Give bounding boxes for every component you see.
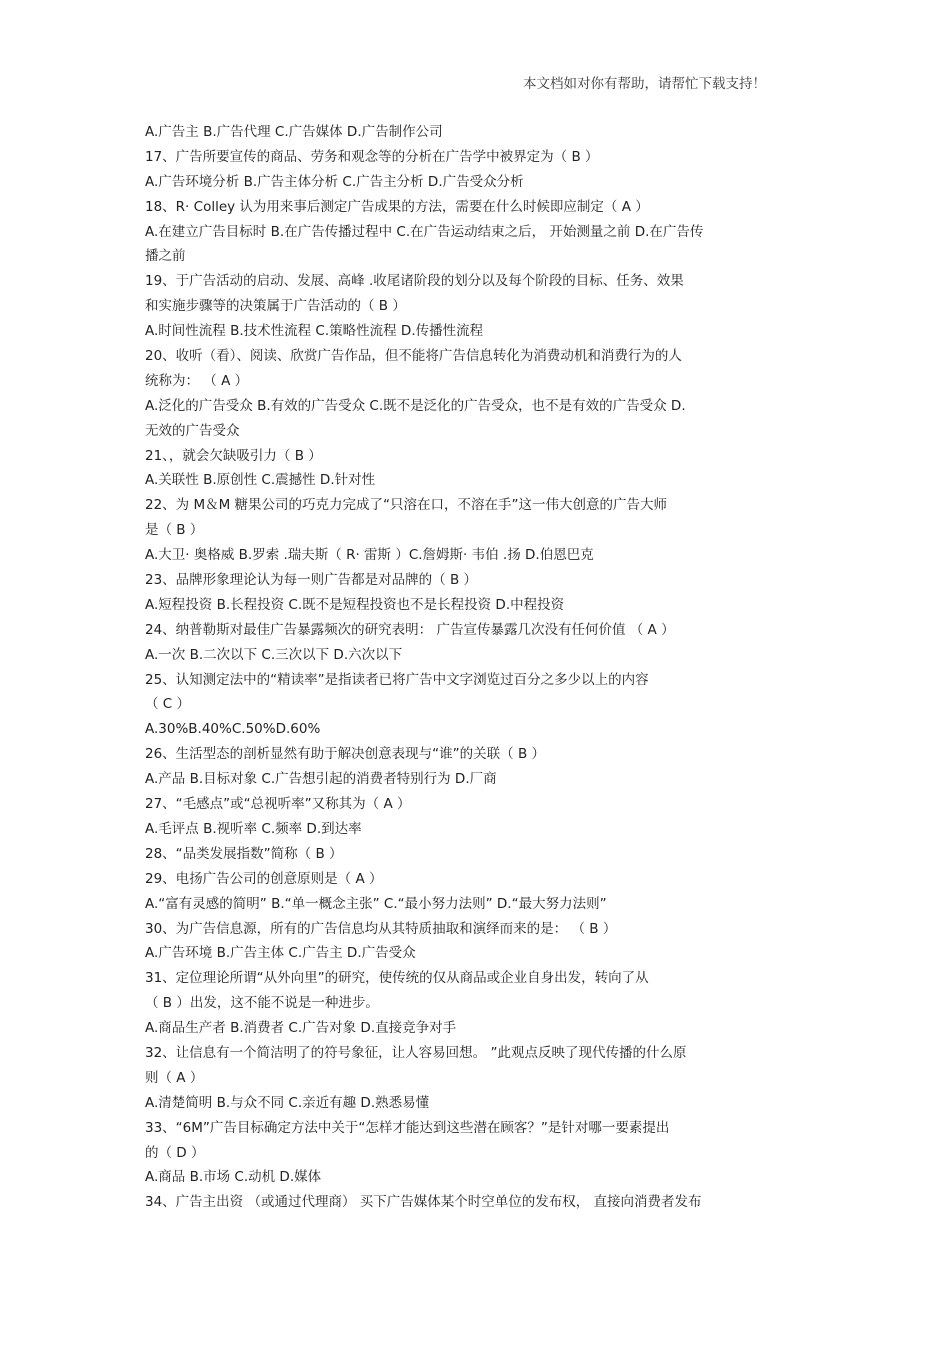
text-line: 33、“6M”广告目标确定方法中关于“怎样才能达到这些潜在顾客？”是针对哪一要素提出 (145, 1119, 670, 1136)
text-line: 18、R· Colley 认为用来事后测定广告成果的方法，需要在什么时候即应制定（ A ） (145, 198, 649, 215)
text-line: 17、广告所要宣传的商品、劳务和观念等的分析在广告学中被界定为（ B ） (145, 148, 599, 165)
text-line: A.产品 B.目标对象 C.广告想引起的消费者特别行为 D.厂商 (145, 771, 497, 788)
text-line: 播之前 (145, 248, 186, 265)
text-line: A.广告环境 B.广告主体 C.广告主 D.广告受众 (145, 945, 416, 962)
document-body (145, 120, 815, 1215)
text-line: 20、收听（看）、阅读、欣赏广告作品，但不能将广告信息转化为消费动机和消费行为的人 (145, 348, 682, 365)
text-line: A.广告环境分析 B.广告主体分析 C.广告主分析 D.广告受众分析 (145, 173, 524, 190)
text-line: 34、广告主出资 （或通过代理商） 买下广告媒体某个时空单位的发布权， 直接向消费者发布 (145, 1194, 702, 1211)
text-line: A.大卫· 奥格威 B.罗索 .瑞夫斯（ R· 雷斯 ）C.詹姆斯· 韦伯 .扬 D.伯恩巴克 (145, 547, 594, 564)
text-line: A.在建立广告目标时 B.在广告传播过程中 C.在广告运动结束之后， 开始测量之前 D.在广告传 (145, 223, 704, 240)
page-header-note: 本文档如对你有帮助，请帮忙下载支持！ (523, 76, 766, 92)
text-line: 21、，就会欠缺吸引力（ B ） (145, 447, 322, 464)
text-line: 23、品牌形象理论认为每一则广告都是对品牌的（ B ） (145, 572, 478, 589)
text-line: 和实施步骤等的决策属于广告活动的（ B ） (145, 298, 406, 315)
text-line: A.时间性流程 B.技术性流程 C.策略性流程 D.传播性流程 (145, 323, 484, 340)
text-line: A.泛化的广告受众 B.有效的广告受众 C.既不是泛化的广告受众，也不是有效的广告受众 D. (145, 397, 686, 414)
text-line: A.毛评点 B.视听率 C.频率 D.到达率 (145, 820, 362, 837)
text-line: 则（ A ） (145, 1069, 204, 1086)
text-line: 24、纳普勒斯对最佳广告暴露频次的研究表明： 广告宣传暴露几次没有任何价值 （ A ） (145, 621, 675, 638)
text-line: （ C ） (145, 696, 191, 713)
text-line: 19、于广告活动的启动、发展、高峰 .收尾诸阶段的划分以及每个阶段的目标、任务、效果 (145, 273, 684, 290)
text-line: A.广告主 B.广告代理 C.广告媒体 D.广告制作公司 (145, 124, 443, 140)
text-line: 29、电扬广告公司的创意原则是（ A ） (145, 870, 383, 887)
text-line: 统称为： （ A ） (145, 372, 249, 389)
text-line: 28、“品类发展指数”简称（ B ） (145, 845, 343, 862)
text-line: A.一次 B.二次以下 C.三次以下 D.六次以下 (145, 646, 403, 663)
text-line: 30、为广告信息源，所有的广告信息均从其特质抽取和演绎而来的是： （ B ） (145, 920, 617, 937)
text-line: A.30%B.40%C.50%D.60% (145, 721, 321, 738)
text-line: 的（ D ） (145, 1144, 205, 1161)
text-line: 26、生活型态的剖析显然有助于解决创意表现与“谁”的关联（ B ） (145, 746, 546, 763)
text-line: A.“富有灵感的简明” B.“单一概念主张” C.“最小努力法则” D.“最大努力法则” (145, 895, 607, 912)
text-line: A.商品 B.市场 C.动机 D.媒体 (145, 1169, 322, 1186)
text-line: A.短程投资 B.长程投资 C.既不是短程投资也不是长程投资 D.中程投资 (145, 596, 565, 613)
text-line: 27、“毛感点”或“总视听率”又称其为（ A ） (145, 796, 411, 813)
text-line: A.商品生产者 B.消费者 C.广告对象 D.直接竞争对手 (145, 1020, 457, 1037)
text-line: 22、为 M＆M 糖果公司的巧克力完成了“只溶在口，不溶在手”这一伟大创意的广告大师 (145, 497, 668, 514)
text-line: 无效的广告受众 (145, 422, 240, 439)
text-line: 25、认知测定法中的“精读率”是指读者已将广告中文字浏览过百分之多少以上的内容 (145, 671, 649, 688)
text-line: 31、定位理论所谓“从外向里”的研究，使传统的仅从商品或企业自身出发，转向了从 (145, 970, 649, 987)
text-line: 32、让信息有一个简洁明了的符号象征，让人容易回想。 ”此观点反映了现代传播的什么原 (145, 1044, 687, 1061)
text-line: A.关联性 B.原创性 C.震撼性 D.针对性 (145, 472, 376, 489)
text-line: 是（ B ） (145, 522, 204, 539)
text-line: （ B ）出发，这不能不说是一种进步。 (145, 995, 379, 1012)
text-line: A.清楚简明 B.与众不同 C.亲近有趣 D.熟悉易懂 (145, 1094, 430, 1111)
